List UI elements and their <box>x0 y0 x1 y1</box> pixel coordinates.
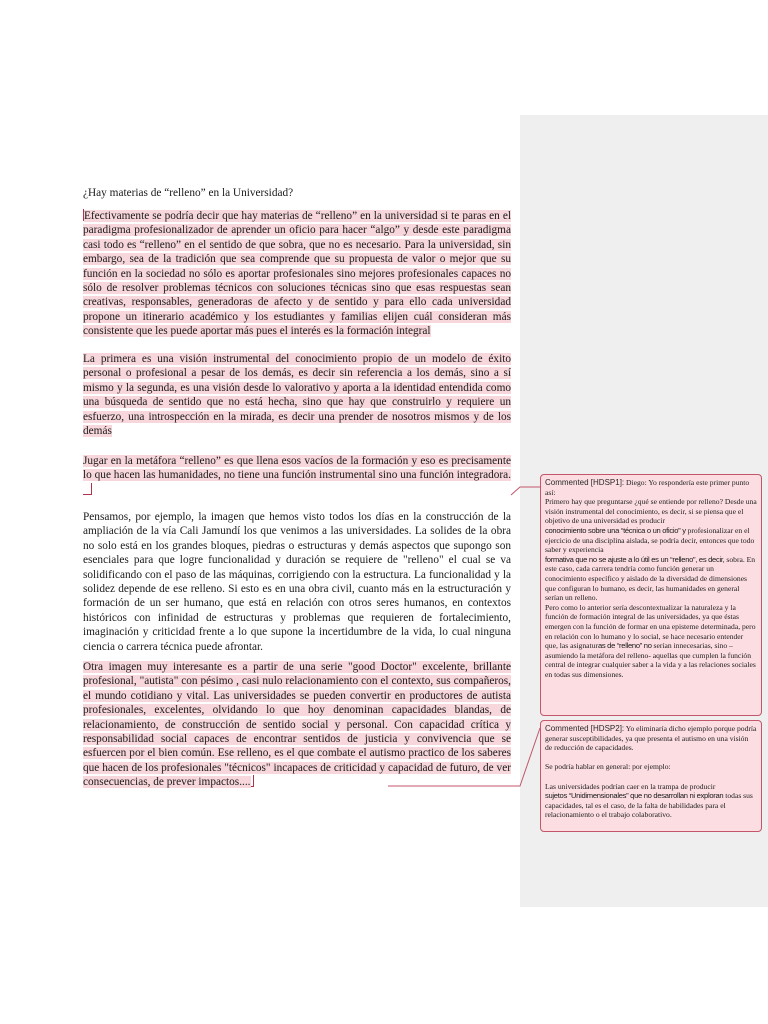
comment-label: Commented [HDSP1]: <box>545 478 625 487</box>
comment-text: sobra. En este caso, cada carrera tendría como función generar un conocimiento específico y aislado de la diversidad de dimensiones que configuran lo humano, es decir, las humanidades en general serían un relleno. <box>545 554 756 603</box>
comment-text: profesionalizar en el ejercicio de una disciplina aislada, se podría decir, entonces que todo saber y experiencia <box>545 525 755 555</box>
paragraph-4[interactable]: Pensamos, por ejemplo, la imagen que hemos visto todos los días en la construcción de la ampliación de la vía Cali Jamundí los que venimos a las universidades. La solides de la obra no solo está en los grandes bloques, piedras o estructuras y demás aspectos que supongo son esenciales para que logre funcionalidad y duración se requiere de "relleno" el cual se va solidificando con el paso de las máquinas, corrigiendo con la estructura. La funcionalidad y la solidez depende de ese relleno. Si esto es en una obra civil, cuanto más en la estructuración y formación de un ser humano, que está en relación con otros seres humanos, en contextos históricos con infinidad de estructuras y problemas que requieren de fortalecimiento, imaginación y criticidad frente a lo que supone la incertidumbre de la vida, lo cual ninguna ciencia o carrera técnica puede afrontar. <box>83 511 511 653</box>
comment-text: Las universidades podrían caer en la trampa de producir <box>545 781 716 791</box>
comment-text: todas sus capacidades, tal es el caso, de la falta de habilidades para el relacionamiento o el trabajo colaborativo. <box>545 791 753 820</box>
comment-text: sujetos “Unidimensionales” que no desarrollan ni exploran <box>545 791 724 801</box>
comment-end-marker <box>83 483 92 495</box>
comment-text: as de “relleno” no <box>597 641 652 651</box>
comment-text: Primero hay que preguntarse ¿qué se entiende por relleno? Desde una visión instrumental del conocimiento, es decir, si se piensa que el objetivo de una universidad es producir <box>545 497 757 526</box>
document-title: ¿Hay materias de “relleno” en la Universidad? <box>83 187 294 199</box>
comment-text: formativa que no se ajuste a lo útil es un “relleno”, es decir, <box>545 554 725 564</box>
paragraph-2-text: La primera es una visión instrumental del conocimiento propio de un modelo de éxito personal o profesional a pesar de los demás, es decir sin referencia a los demás, sino a sí mismo y la segunda, es una visión desde lo valorativo y aporta a la identidad entendida como una búsqueda de sentido que no está hecha, sino que hay que construirlo y requiere un esfuerzo, una introspección en la mirada, es decir una prender de nosotros mismos y de los demás <box>83 353 511 438</box>
comment-text: Pero como lo anterior sería descontextualizar la naturaleza y la función de formación integral de las universidades, ya que éstas emergen con la función de formar en una episteme determinada, pero en relación con lo humano y lo social, se hace necesario entender que, las asignatur <box>545 602 756 651</box>
comment-text: conocimiento sobre una “técnica o un oficio” y <box>545 525 686 535</box>
paragraph-5-text: Otra imagen muy interesante es a partir de una serie "good Doctor" excelente, brillante profesional, "autista" con pésimo , casi nulo relacionamiento con el contexto, sus compañeros, el mundo cotidiano y vital. Las universidades se pueden convertir en productores de autista profesionales, excelentes, olvidando lo que hoy denominan capacidades blandas, de relacionamiento, de construcción de sentido social y personal. Con capacidad crítica y responsabilidad social capaces de encontrar sentidos de justicia y convivencia que se esfuercen por el bien común. Ese relleno, es el que combate el autismo practico de los saberes que hacen de los profesionales "técnicos" incapaces de criticidad y capacidad de futuro, de ver consecuencias, de prever impactos.... <box>83 661 511 789</box>
paragraph-3-text: Jugar en la metáfora “relleno” es que llena esos vacíos de la formación y eso es precisamente lo que hacen las humanidades, no tiene una función instrumental sino una función integradora. <box>83 455 511 482</box>
comment-text: Yo respondería este primer punto así: <box>545 478 750 497</box>
paragraph-3[interactable] <box>83 454 511 497</box>
comment-label: Commented [HDSP2]: <box>545 724 625 733</box>
paragraph-1-rest: Para la universidad, sin embargo, sea de la tradición que sea comprende que su propuesta de valor o mejor que su función en la sociedad no sólo es aportar profesionales sino mejores profesionales capaces no sólo de resolver problemas técnicos con soluciones técnicas sino que esas respuestas sean creativas, responsables, generadoras de afecto y de sentido y para ello cada universidad propone un itinerario académico y los estudiantes y familias elijen cuál consideran más consistente que les puede aportar más pues el interés es la formación integral <box>83 238 511 338</box>
comment-text: serían innecesarias, sino –asumiendo la metáfora del relleno- aquellas que cumplen la función central de integrar cualquier saber a la vida y a las relaciones sociales en todas sus dimensiones. <box>545 641 756 679</box>
comment-author: Diego: <box>626 478 647 487</box>
paragraph-2[interactable] <box>83 352 511 438</box>
comment-hdsp1[interactable] <box>540 474 762 716</box>
comment-text: Yo eliminaría dicho ejemplo porque podría generar susceptibilidades, ya que presenta el autismo en una visión de reducción de capacidades. <box>545 724 757 753</box>
comment-end-marker <box>251 775 254 787</box>
paragraph-1[interactable] <box>83 209 511 339</box>
commented-text-1[interactable]: Efectivamente se podría decir que hay materias de “relleno” en la universidad si te paras en el paradigma profesionalizador de aprender un oficio para hacer “algo” y desde este paradigma casi todo es “relleno” en el sentido de que sobra, que no es necesario. <box>83 210 511 251</box>
paragraph-5[interactable] <box>83 660 511 790</box>
comment-text: Se podría hablar en general: por ejemplo: <box>545 762 671 772</box>
comment-hdsp2[interactable] <box>540 720 762 832</box>
